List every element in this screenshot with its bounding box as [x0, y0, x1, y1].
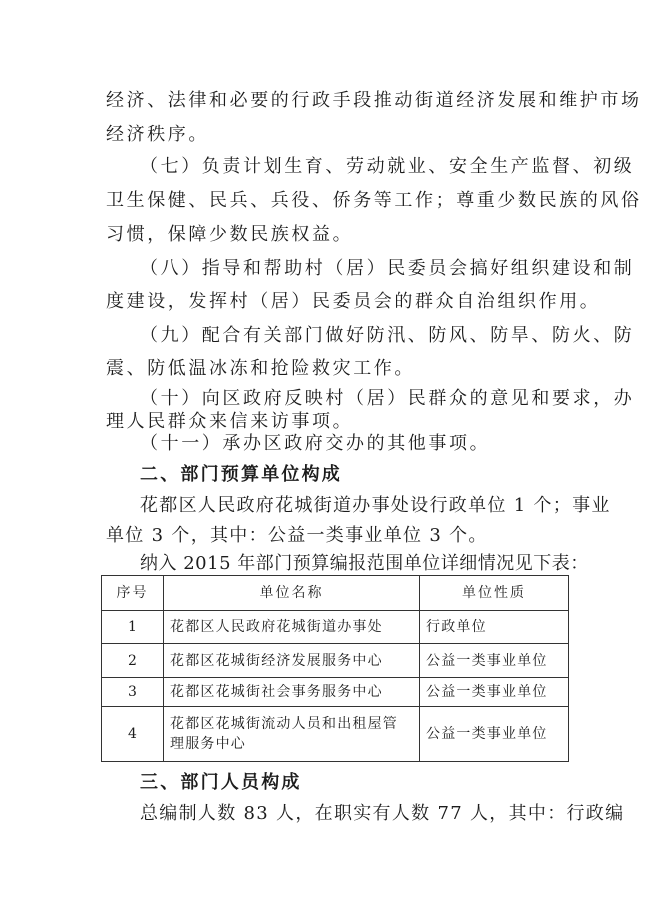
table-row: [102, 707, 569, 762]
paragraph-line: 单位 3 个，其中：公益一类事业单位 3 个。: [106, 525, 488, 546]
cell-no: 1: [102, 611, 164, 644]
paragraph-line: 习惯，保障少数民族权益。: [106, 224, 354, 245]
cell-name: 花都区花城街经济发展服务中心: [164, 644, 420, 678]
paragraph-line: 花都区人民政府花城街道办事处设行政单位 1 个；事业: [140, 495, 611, 516]
header-type: 单位性质: [420, 576, 569, 611]
table-row: [102, 611, 569, 644]
header-name: 单位名称: [164, 576, 420, 611]
units-table: [101, 575, 569, 762]
table-header-row: [102, 576, 569, 611]
header-no: 序号: [102, 576, 164, 611]
table-row: [102, 678, 569, 707]
paragraph-line: （八）指导和帮助村（居）民委员会搞好组织建设和制: [140, 258, 635, 279]
paragraph-line: 卫生保健、民兵、兵役、侨务等工作；尊重少数民族的风俗: [106, 190, 642, 211]
cell-type: 公益一类事业单位: [420, 707, 569, 762]
cell-name: 花都区花城街流动人员和出租屋管理服务中心: [164, 707, 420, 762]
cell-name: 花都区花城街社会事务服务中心: [164, 678, 420, 707]
section-heading: 三、部门人员构成: [140, 772, 302, 793]
cell-type: 公益一类事业单位: [420, 644, 569, 678]
table-intro: 纳入 2015 年部门预算编报范围单位详细情况见下表：: [140, 553, 589, 574]
paragraph-line: 理人民群众来信来访事项。: [106, 411, 354, 432]
paragraph-line: 震、防低温冰冻和抢险救灾工作。: [106, 358, 415, 379]
cell-no: 4: [102, 707, 164, 762]
paragraph-line: 经济、法律和必要的行政手段推动街道经济发展和维护市场: [106, 90, 642, 111]
paragraph-line: （七）负责计划生育、劳动就业、安全生产监督、初级: [140, 156, 635, 177]
paragraph-line: （十一）承办区政府交办的其他事项。: [140, 433, 491, 454]
cell-no: 3: [102, 678, 164, 707]
paragraph-line: 度建设，发挥村（居）民委员会的群众自治组织作用。: [106, 291, 601, 312]
cell-type: 公益一类事业单位: [420, 678, 569, 707]
cell-name: 花都区人民政府花城街道办事处: [164, 611, 420, 644]
cell-no: 2: [102, 644, 164, 678]
table-row: [102, 644, 569, 678]
paragraph-line: （九）配合有关部门做好防汛、防风、防旱、防火、防: [140, 325, 635, 346]
paragraph-line: 经济秩序。: [106, 124, 209, 145]
cell-type: 行政单位: [420, 611, 569, 644]
paragraph-line: 总编制人数 83 人，在职实有人数 77 人，其中：行政编: [140, 803, 625, 824]
paragraph-line: （十）向区政府反映村（居）民群众的意见和要求，办: [140, 388, 635, 409]
section-heading: 二、部门预算单位构成: [140, 464, 342, 485]
